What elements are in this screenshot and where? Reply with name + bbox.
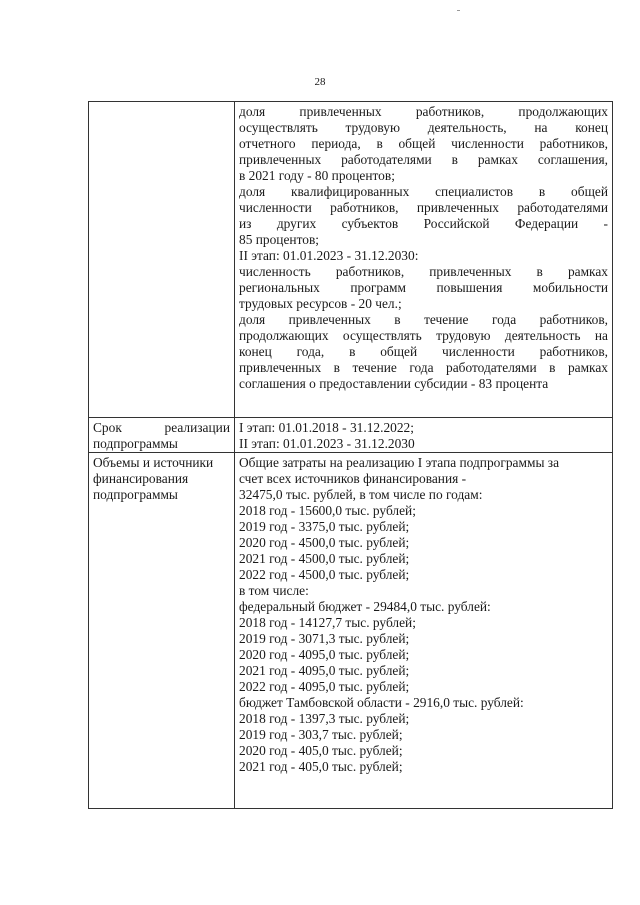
content-line: региональных программ повышения мобильности <box>239 280 608 295</box>
row-label-line: подпрограммы <box>93 487 178 502</box>
content-line: отчетного периода, в общей численности работников, <box>239 136 608 151</box>
content-line: привлеченных в течение года работодателями в рамках <box>239 360 608 375</box>
content-line: из других субъектов Российской Федерации - <box>239 216 608 231</box>
content-line: доля квалифицированных специалистов в общей <box>239 184 608 199</box>
content-line: 2019 год - 303,7 тыс. рублей; <box>239 727 403 742</box>
content-line: 2018 год - 15600,0 тыс. рублей; <box>239 503 416 518</box>
row-label-line: подпрограммы <box>93 436 178 451</box>
content-line: доля привлеченных работников, продолжающих <box>239 104 608 119</box>
content-line: численности работников, привлеченных работодателями <box>239 200 608 215</box>
content-line: 2019 год - 3071,3 тыс. рублей; <box>239 631 410 646</box>
content-line: I этап: 01.01.2018 - 31.12.2022; <box>239 420 414 435</box>
content-line: счет всех источников финансирования - <box>239 471 467 486</box>
row-label-cell <box>89 102 235 418</box>
content-line: 2020 год - 4095,0 тыс. рублей; <box>239 647 410 662</box>
content-line: конец года, в общей численности работников, <box>239 344 608 359</box>
row-label-cell <box>89 453 235 809</box>
scan-mark <box>457 10 460 11</box>
page-number: 28 <box>314 76 326 88</box>
content-line: федеральный бюджет - 29484,0 тыс. рублей: <box>239 599 491 614</box>
content-line: 2018 год - 1397,3 тыс. рублей; <box>239 711 410 726</box>
content-line: численность работников, привлеченных в рамках <box>239 264 608 279</box>
row-label-line: финансирования <box>93 471 189 486</box>
content-line: 2022 год - 4095,0 тыс. рублей; <box>239 679 410 694</box>
row-content-cell <box>235 418 613 453</box>
content-line: II этап: 01.01.2023 - 31.12.2030 <box>239 436 415 451</box>
row-label-cell <box>89 418 235 453</box>
row-label-line: Объемы и источники <box>93 455 214 470</box>
content-line: 32475,0 тыс. рублей, в том числе по годам: <box>239 487 483 502</box>
content-line: 85 процентов; <box>239 232 319 247</box>
content-line: доля привлеченных в течение года работников, <box>239 312 608 327</box>
content-line: 2021 год - 4095,0 тыс. рублей; <box>239 663 410 678</box>
content-line: трудовых ресурсов - 20 чел.; <box>239 296 402 311</box>
table-row <box>89 418 613 453</box>
content-line: в 2021 году - 80 процентов; <box>239 168 395 183</box>
table-row <box>89 102 613 418</box>
content-line: 2020 год - 405,0 тыс. рублей; <box>239 743 403 758</box>
content-line: привлеченных работодателями в рамках соглашения, <box>239 152 608 167</box>
passport-table <box>88 101 613 809</box>
content-line: осуществлять трудовую деятельность, на конец <box>239 120 608 135</box>
row-content-cell <box>235 453 613 809</box>
content-line: II этап: 01.01.2023 - 31.12.2030: <box>239 248 419 263</box>
content-line: 2020 год - 4500,0 тыс. рублей; <box>239 535 410 550</box>
content-line: 2019 год - 3375,0 тыс. рублей; <box>239 519 410 534</box>
content-line: 2018 год - 14127,7 тыс. рублей; <box>239 615 416 630</box>
content-line: Общие затраты на реализацию I этапа подпрограммы за <box>239 455 560 470</box>
content-line: соглашения о предоставлении субсидии - 83 процента <box>239 376 549 391</box>
content-line: 2021 год - 4500,0 тыс. рублей; <box>239 551 410 566</box>
content-line: 2022 год - 4500,0 тыс. рублей; <box>239 567 410 582</box>
content-line: бюджет Тамбовской области - 2916,0 тыс. рублей: <box>239 695 524 710</box>
content-line: 2021 год - 405,0 тыс. рублей; <box>239 759 403 774</box>
row-label-line: Срок реализации <box>93 420 230 435</box>
table-row <box>89 453 613 809</box>
content-line: в том числе: <box>239 583 309 598</box>
content-line: продолжающих осуществлять трудовую деятельность на <box>239 328 608 343</box>
row-content-cell <box>235 102 613 418</box>
